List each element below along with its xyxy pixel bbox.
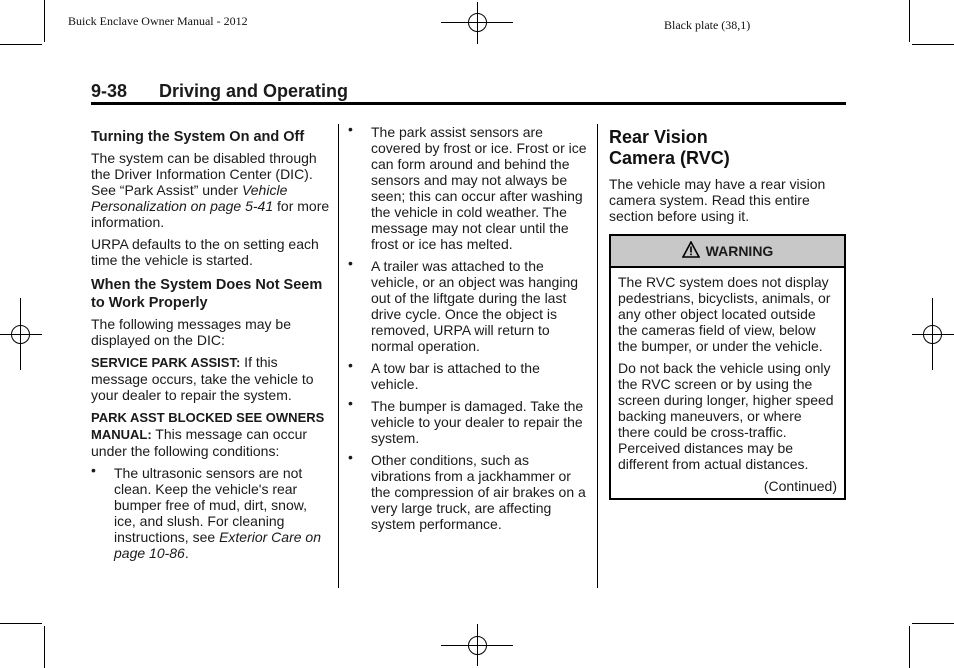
text: The ultrasonic sensors are not clean. Keep the vehicle's rear bumper free of mud, dirt, snow, ice, and slush. For cleaning instructions, see [114,465,307,545]
warning-paragraph: The RVC system does not display pedestrians, bicyclists, animals, or any other object located outside the cameras field of view, below the bumper, or under the vehicle. [618,274,831,354]
condition-list-continued [348,121,588,532]
bullet-dot-icon: • [348,121,353,137]
list-item [348,449,588,532]
column-divider [597,124,598,588]
column-right [609,127,846,500]
text: A trailer was attached to the vehicle, or an object was hanging out of the liftgate during the last drive cycle. Once the object is removed, URPA will return to normal operation. [371,258,579,354]
subheading-not-working: When the System Does Not Seem to Work Properly [91,277,323,311]
subheading-turning-on-off: Turning the System On and Off [91,129,305,145]
crop-mark [0,623,42,624]
crop-mark [44,0,45,42]
registration-mark-bottom [441,624,513,666]
page-header [91,81,846,105]
paragraph: The vehicle may have a rear vision camera system. Read this entire section before using it. [609,176,826,224]
warning-body [611,268,844,498]
text: The park assist sensors are covered by frost or ice. Frost or ice can form around and behind the sensors and may not always be seen; this can occur after washing the vehicle in cold weather. The message may not clear until the frost or ice has melted. [371,124,587,252]
warning-paragraph: Do not back the vehicle using only the RVC screen or by using the screen during longer, higher speed backing maneuvers, or where there could be cross-traffic. Perceived distances may be different from actual distances. [618,360,834,472]
warning-triangle-icon [682,241,700,261]
column-middle [348,121,588,538]
section-title: Driving and Operating [159,81,349,101]
text: for more information. [91,198,330,230]
message-keyword: SERVICE PARK ASSIST: [91,355,241,370]
page-number: 9-38 [91,81,128,101]
text: The bumper is damaged. Take the vehicle to your dealer to repair the system. [371,398,584,446]
text: Other conditions, such as vibrations from a jackhammer or the compression of air brakes on a very large truck, are affecting system performance. [371,452,586,532]
crop-mark [912,623,954,624]
list-item [91,462,331,561]
crop-mark [44,626,45,668]
message-keyword: PARK ASST BLOCKED SEE OWNERS MANUAL: [91,410,325,442]
warning-header [611,236,844,268]
manual-title-slug: Buick Enclave Owner Manual - 2012 [68,14,248,28]
bullet-dot-icon: • [348,255,353,271]
text: . [184,545,189,561]
list-item [348,121,588,252]
plate-label: Black plate (38,1) [664,18,751,32]
registration-mark-top [441,2,513,44]
bullet-dot-icon: • [348,449,353,465]
paragraph: The following messages may be displayed on the DIC: [91,316,291,348]
paragraph: URPA defaults to the on setting each time the vehicle is started. [91,236,319,268]
registration-mark-right [912,298,954,370]
condition-list [91,462,331,561]
cross-reference-link[interactable]: Vehicle Personalization on page 5-41 [91,182,288,214]
text: If this message occurs, take the vehicle to your dealer to repair the system. [91,354,314,403]
warning-label: WARNING [705,243,774,259]
continued-note: (Continued) [763,478,837,494]
crop-mark [909,626,910,668]
warning-box [609,234,846,500]
dic-message-service [91,354,331,403]
list-item [348,395,588,446]
section-heading [609,127,846,169]
text: A tow bar is attached to the vehicle. [371,360,540,392]
bullet-dot-icon: • [91,462,96,478]
heading-line: Rear Vision [609,127,708,147]
crop-mark [909,0,910,42]
dic-message-blocked [91,409,331,459]
bullet-dot-icon: • [348,395,353,411]
list-item [348,357,588,392]
bullet-dot-icon: • [348,357,353,373]
text: The system can be disabled through the Driver Information Center (DIC). See “Park Assist” under [91,150,317,198]
paragraph [91,150,331,230]
column-divider [338,124,339,588]
crop-mark [912,44,954,45]
heading-line: Camera (RVC) [609,148,730,168]
registration-mark-left [0,298,42,370]
cross-reference-link[interactable]: Exterior Care on page 10-86 [114,529,321,561]
crop-mark [0,44,42,45]
text: This message can occur under the following conditions: [91,426,308,459]
list-item [348,255,588,354]
column-left [91,128,331,567]
